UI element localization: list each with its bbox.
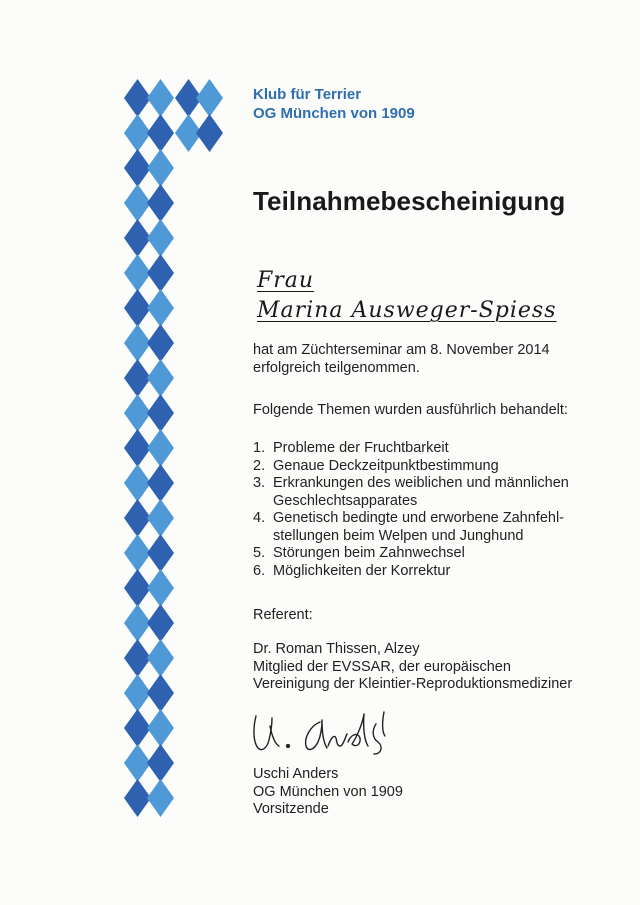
topic-item — [253, 440, 603, 458]
club-name-line2: OG München von 1909 — [253, 105, 415, 122]
participation-line1: hat am Züchterseminar am 8. November 2014 — [253, 342, 550, 358]
diamond-shape — [147, 359, 174, 397]
diamond-shape — [147, 79, 174, 117]
topic-text — [273, 440, 603, 458]
topic-number: 6. — [253, 562, 266, 579]
participation-text — [253, 342, 550, 377]
bavarian-diamond-border — [0, 0, 240, 905]
diamond-shape — [147, 674, 174, 712]
diamond-shape — [147, 184, 174, 222]
diamond-shape — [147, 604, 174, 642]
referent-name: Dr. Roman Thissen, Alzey — [253, 641, 420, 657]
topic-text — [273, 458, 603, 476]
diamond-shape — [147, 149, 174, 187]
diamond-shape — [196, 114, 223, 152]
diamond-shape — [124, 534, 151, 572]
topic-item — [253, 475, 603, 510]
referent-affiliation-line2: Vereinigung der Kleintier-Reproduktionsmediziner — [253, 676, 573, 692]
referent-label: Referent: — [253, 607, 313, 623]
topic-number: 3. — [253, 475, 266, 491]
diamond-shape — [124, 324, 151, 362]
topic-number: 2. — [253, 457, 266, 474]
diamond-shape — [147, 779, 174, 817]
topic-text-line: stellungen beim Welpen und Junghund — [273, 527, 524, 544]
topic-text-line: Genetisch bedingte und erworbene Zahnfehl- — [273, 510, 564, 526]
diamond-shape — [147, 254, 174, 292]
topics-list — [253, 440, 603, 580]
diamond-shape — [124, 779, 151, 817]
topic-number: 5. — [253, 545, 266, 561]
referent-affiliation-line1: Mitglied der EVSSAR, der europäischen — [253, 658, 511, 675]
diamond-shape — [147, 709, 174, 747]
diamond-shape — [124, 219, 151, 257]
recipient-salutation: Frau — [257, 268, 315, 293]
diamond-shape — [147, 499, 174, 537]
diamond-shape — [124, 569, 151, 607]
diamond-shape — [147, 429, 174, 467]
diamond-shape — [124, 149, 151, 187]
diamond-shape — [124, 639, 151, 677]
diamond-shape — [124, 79, 151, 117]
diamond-shape — [124, 429, 151, 467]
signer-org: OG München von 1909 — [253, 783, 403, 800]
topic-text-line: Geschlechtsapparates — [273, 492, 418, 509]
diamond-shape — [196, 79, 223, 117]
topic-item — [253, 563, 603, 581]
diamond-shape — [147, 114, 174, 152]
diamond-shape — [124, 674, 151, 712]
certificate-title: Teilnahmebescheinigung — [253, 186, 566, 216]
referent-block — [253, 641, 572, 694]
handwritten-signature — [248, 702, 408, 760]
diamond-shape — [124, 114, 151, 152]
topic-text — [273, 510, 603, 545]
diamond-shape — [124, 394, 151, 432]
diamond-shape — [147, 219, 174, 257]
topic-text — [273, 563, 603, 581]
topic-text-line: Störungen beim Zahnwechsel — [273, 545, 465, 561]
topic-item — [253, 510, 603, 545]
diamond-shape — [124, 464, 151, 502]
diamond-shape — [124, 359, 151, 397]
diamond-shape — [147, 534, 174, 572]
signer-role: Vorsitzende — [253, 801, 329, 817]
topic-text — [273, 545, 603, 563]
topic-item — [253, 545, 603, 563]
diamond-shape — [147, 464, 174, 502]
topic-text — [273, 475, 603, 510]
topic-text-line: Genaue Deckzeitpunktbestimmung — [273, 457, 499, 474]
diamond-shape — [124, 254, 151, 292]
club-name-line1: Klub für Terrier — [253, 86, 362, 103]
diamond-shape — [124, 604, 151, 642]
diamond-shape — [147, 744, 174, 782]
diamond-shape — [147, 289, 174, 327]
club-name — [253, 85, 415, 123]
topic-number: 1. — [253, 440, 266, 456]
diamond-shape — [147, 394, 174, 432]
topic-text-line: Möglichkeiten der Korrektur — [273, 562, 451, 579]
participation-line2: erfolgreich teilgenommen. — [253, 359, 420, 376]
diamond-shape — [147, 569, 174, 607]
signer-block — [253, 766, 403, 819]
diamond-shape — [124, 184, 151, 222]
diamond-shape — [147, 639, 174, 677]
topic-text-line: Probleme der Fruchtbarkeit — [273, 440, 449, 456]
diamond-shape — [124, 709, 151, 747]
topic-text-line: Erkrankungen des weiblichen und männlichen — [273, 475, 569, 491]
diamond-shape — [124, 499, 151, 537]
signer-name: Uschi Anders — [253, 766, 339, 782]
recipient-name: Marina Ausweger-Spiess — [257, 298, 557, 323]
diamond-shape — [147, 324, 174, 362]
topic-item — [253, 458, 603, 476]
topics-intro: Folgende Themen wurden ausführlich behandelt: — [253, 402, 568, 418]
topic-number: 4. — [253, 510, 266, 526]
diamond-shape — [124, 744, 151, 782]
diamond-shape — [124, 289, 151, 327]
